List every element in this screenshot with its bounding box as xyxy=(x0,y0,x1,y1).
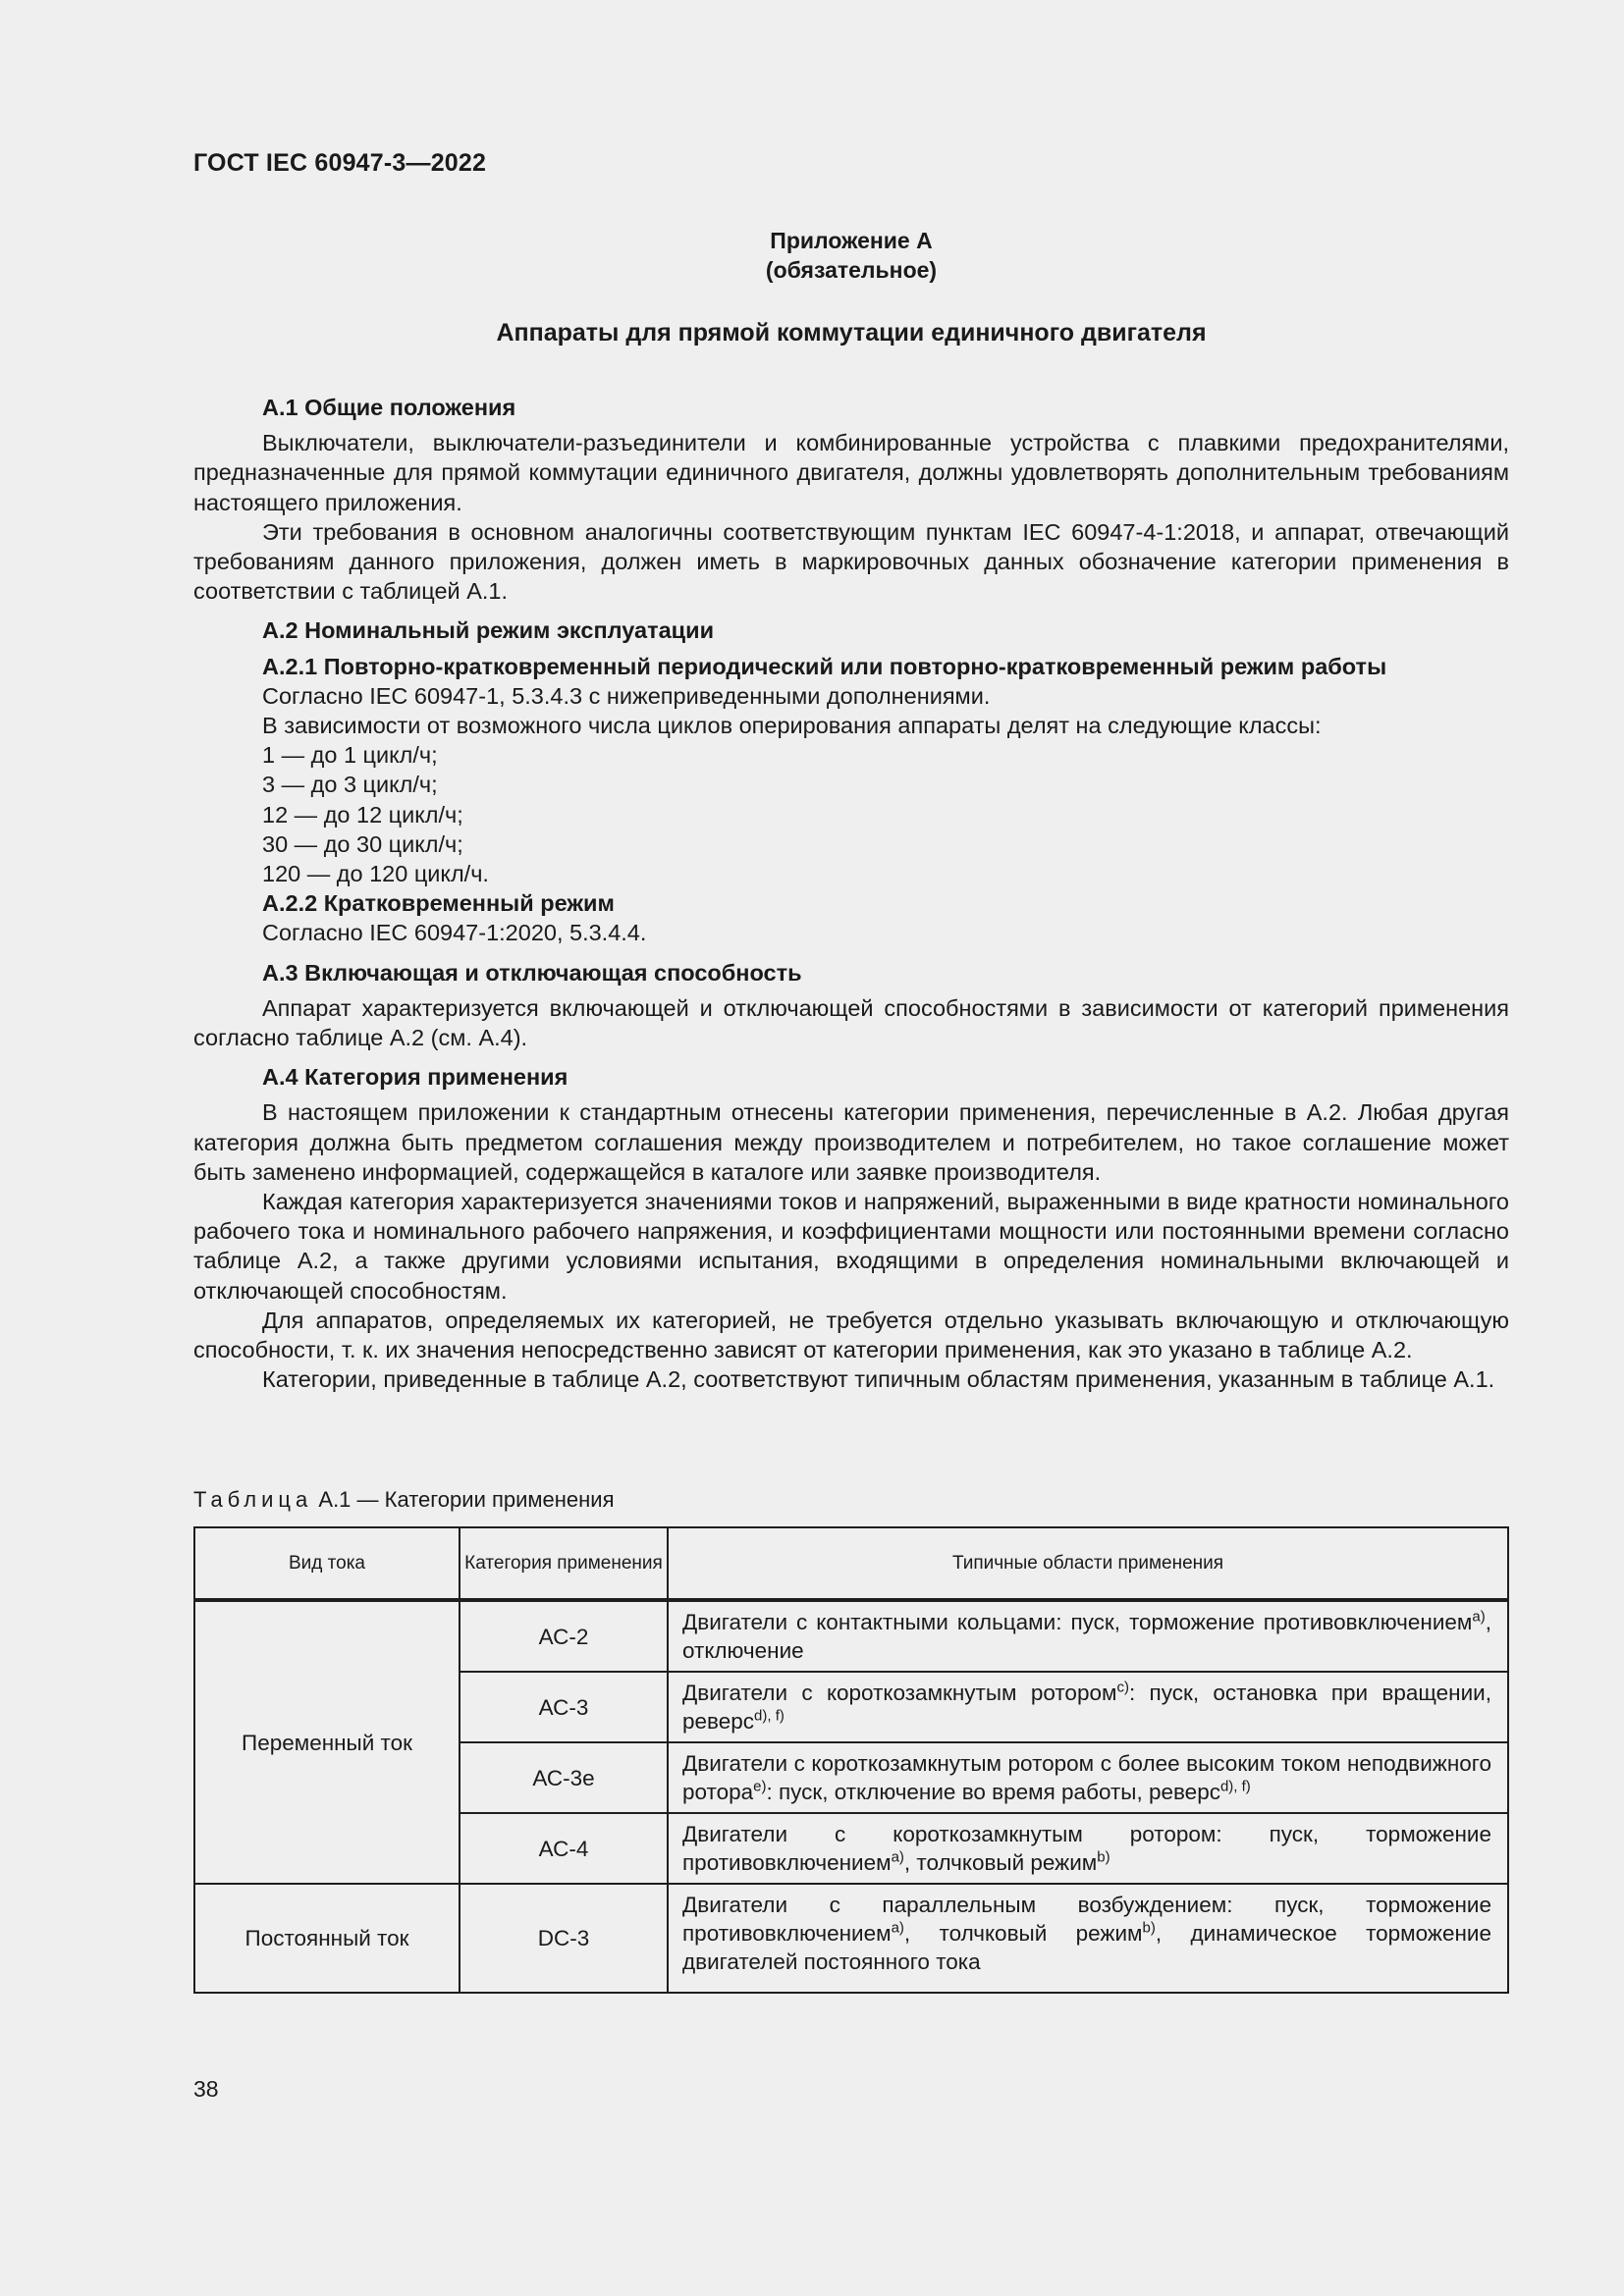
paragraph: Согласно IEC 60947-1, 5.3.4.3 с нижеприведенными дополнениями. xyxy=(262,682,991,709)
table-row xyxy=(194,1600,1508,1672)
table-header-row xyxy=(194,1527,1508,1600)
application-cell: Двигатели с короткозамкнутым ротором с более высоким током неподвижного ротора$^{e)}$: пуск, отключение во время работы, реверс$^{d), f)}$ xyxy=(668,1742,1508,1813)
column-header: Категория применения xyxy=(460,1527,668,1600)
appendix-title: Приложение А xyxy=(770,228,933,253)
paragraph: Для аппаратов, определяемых их категорией, не требуется отдельно указывать включающую и отключающую способности, т. к. их значения непосредственно зависят от категории применения, как это указано в таблице А.2. xyxy=(193,1307,1509,1363)
paragraph: Аппарат характеризуется включающей и отключающей способностями в зависимости от категорий применения согласно таблице А.2 (см. А.4). xyxy=(193,994,1509,1051)
section-heading-a2: А.2 Номинальный режим эксплуатации xyxy=(262,617,715,644)
section-heading-a3: А.3 Включающая и отключающая способность xyxy=(262,959,802,986)
section-heading-a22: А.2.2 Кратковременный режим xyxy=(262,890,615,917)
list-item: 3 — до 3 цикл/ч; xyxy=(262,772,438,798)
application-cell: Двигатели с короткозамкнутым ротором$^{c)}$: пуск, остановка при вращении, реверс$^{d), f)}$ xyxy=(668,1672,1508,1742)
table-caption-text: А.1 — Категории применения xyxy=(318,1487,615,1512)
category-cell: АС-4 xyxy=(460,1813,668,1884)
appendix-heading: Аппараты для прямой коммутации единичного двигателя xyxy=(496,319,1207,347)
current-type-cell: Постоянный ток xyxy=(194,1884,460,1993)
list-item: 30 — до 30 цикл/ч; xyxy=(262,830,463,857)
category-cell: АС-3е xyxy=(460,1742,668,1813)
paragraph: Согласно IEC 60947-1:2020, 5.3.4.4. xyxy=(262,920,647,946)
paragraph: Эти требования в основном аналогичны соответствующим пунктам IEC 60947-4-1:2018, и аппарат, отвечающий требованиям данного приложения, должен иметь в маркировочных данных обозначение категории применения в соответствии с таблицей А.1. xyxy=(193,518,1509,605)
table-caption xyxy=(193,1487,615,1513)
category-cell: DC-3 xyxy=(460,1884,668,1993)
column-header: Вид тока xyxy=(194,1527,460,1600)
application-cell: Двигатели с короткозамкнутым ротором: пуск, торможение противовключением$^{a)}$, толчковый режим$^{b)}$ xyxy=(668,1813,1508,1884)
paragraph: В зависимости от возможного числа циклов оперирования аппараты делят на следующие классы: xyxy=(262,713,1322,739)
body-text xyxy=(193,393,1509,1395)
list-item: 1 — до 1 цикл/ч; xyxy=(262,742,438,769)
paragraph: В настоящем приложении к стандартным отнесены категории применения, перечисленные в А.2. Любая другая категория должна быть предметом соглашения между производителем и потребителем, но такое соглашение может быть заменено информацией, содержащейся в каталоге или заявке производителя. xyxy=(193,1099,1509,1185)
application-cell: Двигатели с параллельным возбуждением: пуск, торможение противовключением$^{a)}$, толчковый режим$^{b)}$, динамическое торможение двигателей постоянного тока xyxy=(668,1884,1508,1993)
list-item: 120 — до 120 цикл/ч. xyxy=(262,861,489,887)
paragraph: Категории, приведенные в таблице А.2, соответствуют типичным областям применения, указанным в таблице А.1. xyxy=(262,1366,1495,1393)
categories-table xyxy=(193,1526,1509,1994)
application-cell: Двигатели с контактными кольцами: пуск, торможение противовключением$^{a)}$, отключение xyxy=(668,1600,1508,1672)
page-number: 38 xyxy=(193,2076,219,2102)
document-id: ГОСТ IEC 60947-3—2022 xyxy=(193,149,487,177)
section-heading-a4: А.4 Категория применения xyxy=(262,1064,568,1091)
category-cell: АС-2 xyxy=(460,1600,668,1672)
column-header: Типичные области применения xyxy=(668,1527,1508,1600)
paragraph: Каждая категория характеризуется значениями токов и напряжений, выраженными в виде кратности номинального рабочего тока и номинального рабочего напряжения, и коэффициентами мощности или постоянными времени согласно таблице А.2, а также другими условиями испытания, входящими в определения номинальными включающей и отключающей способностям. xyxy=(193,1189,1509,1304)
category-cell: АС-3 xyxy=(460,1672,668,1742)
appendix-status: (обязательное) xyxy=(765,257,938,283)
table-row xyxy=(194,1884,1508,1993)
section-heading-a1: А.1 Общие положения xyxy=(262,395,516,420)
list-item: 12 — до 12 цикл/ч; xyxy=(262,801,463,828)
current-type-cell: Переменный ток xyxy=(194,1600,460,1884)
paragraph: Выключатели, выключатели-разъединители и комбинированные устройства с плавкими предохранителями, предназначенные для прямой коммутации единичного двигателя, должны удовлетворять дополнительным требованиям настоящего приложения. xyxy=(193,430,1509,515)
section-heading-a21: А.2.1 Повторно-кратковременный периодический или повторно-кратковременный режим работы xyxy=(262,653,1387,679)
table-caption-word: Таблица xyxy=(193,1487,313,1512)
